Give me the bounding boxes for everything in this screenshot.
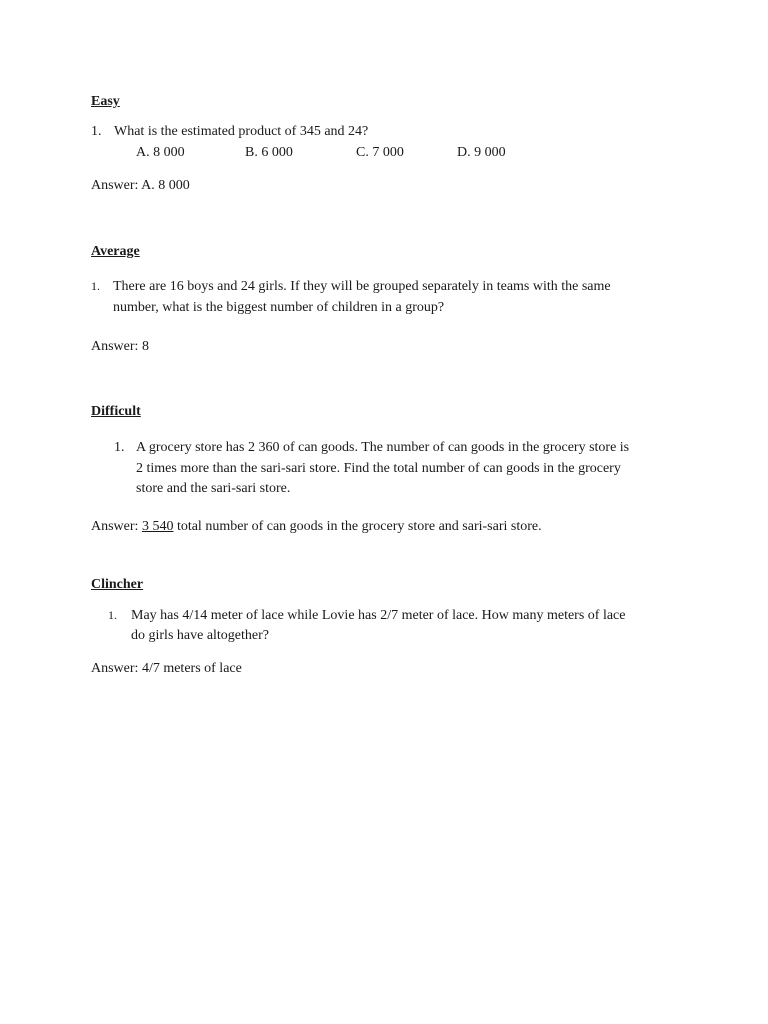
easy-choice-a: A. 8 000 xyxy=(136,145,185,160)
easy-answer-label: Answer: xyxy=(91,178,139,193)
difficult-answer-label: Answer: xyxy=(91,519,139,534)
difficult-question-line-3: store and the sari-sari store. xyxy=(136,481,291,496)
clincher-question-line-1: May has 4/14 meter of lace while Lovie has 2/7 meter of lace. How many meters of lace xyxy=(131,608,626,623)
clincher-answer xyxy=(91,658,242,679)
heading-clincher: Clincher xyxy=(91,577,144,592)
difficult-question-number: 1. xyxy=(114,440,125,455)
heading-difficult: Difficult xyxy=(91,404,141,419)
average-question-number: 1. xyxy=(91,279,100,293)
heading-average: Average xyxy=(91,244,140,259)
difficult-question-line-2: 2 times more than the sari-sari store. Find the total number of can goods in the grocery xyxy=(136,461,621,476)
easy-question-number: 1. xyxy=(91,124,102,139)
difficult-answer-text: total number of can goods in the grocery store and sari-sari store. xyxy=(176,519,542,534)
clincher-answer-label: Answer: xyxy=(91,661,139,676)
average-answer xyxy=(91,336,149,357)
easy-question-text: What is the estimated product of 345 and 24? xyxy=(114,124,369,139)
clincher-question-line-2: do girls have altogether? xyxy=(131,628,270,643)
easy-choice-b: B. 6 000 xyxy=(245,145,293,160)
clincher-answer-value: 4/7 meters of lace xyxy=(141,661,242,676)
easy-answer-value: A. 8 000 xyxy=(141,178,190,193)
difficult-answer-value: 3 540 xyxy=(141,519,174,534)
easy-choice-d: D. 9 000 xyxy=(457,145,506,160)
clincher-question-number: 1. xyxy=(108,608,117,622)
heading-easy: Easy xyxy=(91,94,120,109)
difficult-question-line-1: A grocery store has 2 360 of can goods. The number of can goods in the grocery store is xyxy=(136,440,630,455)
average-question-line-2: number, what is the biggest number of children in a group? xyxy=(113,300,445,315)
average-question-line-1: There are 16 boys and 24 girls. If they will be grouped separately in teams with the same xyxy=(113,279,611,294)
easy-answer xyxy=(91,175,190,196)
difficult-answer xyxy=(91,516,542,537)
average-answer-value: 8 xyxy=(141,339,149,354)
average-answer-label: Answer: xyxy=(91,339,139,354)
easy-choice-c: C. 7 000 xyxy=(356,145,404,160)
